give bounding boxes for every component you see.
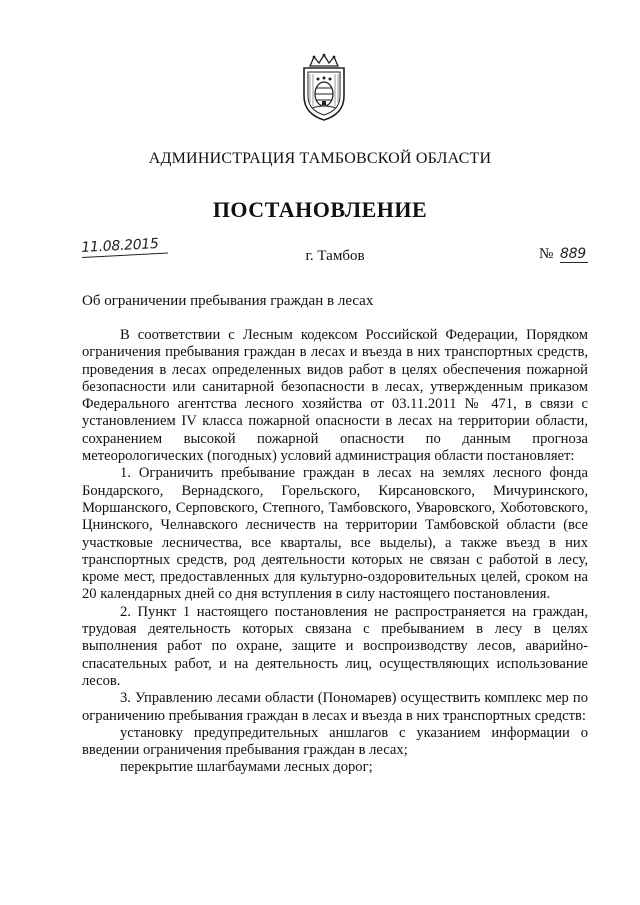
organization-title: АДМИНИСТРАЦИЯ ТАМБОВСКОЙ ОБЛАСТИ xyxy=(148,150,492,167)
document-number-label: № xyxy=(538,246,554,262)
document-city: г. Тамбов xyxy=(305,248,365,264)
document-date: 11.08.2015 xyxy=(81,236,168,258)
document-number-block xyxy=(539,246,588,263)
document-body xyxy=(82,327,588,777)
body-paragraph: В соответствии с Лесным кодексом Российской Федерации, Порядком ограничения пребывания граждан в лесах и въезда в них транспортных средств, проведения в лесах определенных видов работ в целях обеспечения пожарной безопасности или санитарной безопасности в лесах, утвержденным приказом Федерального агентства лесного хозяйства от 03.11.2011 № 471, в связи с установлением IV класса пожарной опасности в лесах на территории области, сохранением высокой пожарной опасности по данным прогноза метеорологических (погодных) условий администрация области постановляет: xyxy=(82,327,588,465)
document-number: 889 xyxy=(560,246,588,263)
body-paragraph: 2. Пункт 1 настоящего постановления не распространяется на граждан, трудовая деятельность которых связана с пребыванием в лесу в целях выполнения работ по охране, защите и воспроизводству лесов, аварийно-спасательных работ, и на деятельность лиц, осуществляющих использование лесов. xyxy=(82,603,588,689)
body-paragraph: перекрытие шлагбаумами лесных дорог; xyxy=(120,759,373,776)
coat-of-arms-icon xyxy=(296,52,352,122)
body-paragraph: 1. Ограничить пребывание граждан в лесах на землях лесного фонда Бондарского, Вернадского, Горельского, Кирсановского, Мичуринского, Моршанского, Серповского, Степного, Тамбовского, Уваровского, Хоботовского, Цнинского, Челнавского лесничеств на территории Тамбовской области (все участковые лесничества, все кварталы, все выделы), а также въезд в них транспортных средств, род деятельности которых не связан с работой в лесу, кроме мест, предоставленных для культурно-оздоровительных целей, сроком на 20 календарных дней со дня вступления в силу настоящего постановления. xyxy=(82,465,588,603)
document-type-title: ПОСТАНОВЛЕНИЕ xyxy=(212,197,428,222)
document-meta-row xyxy=(81,235,588,264)
document-subject: Об ограничении пребывания граждан в лесах xyxy=(82,293,374,309)
body-paragraph: 3. Управлению лесами области (Пономарев) осуществить комплекс мер по ограничению пребывания граждан в лесах и въезда в них транспортных средств: xyxy=(82,690,588,724)
body-paragraph: установку предупредительных аншлагов с указанием информации о введении ограничения пребывания граждан в лесах; xyxy=(82,724,588,759)
